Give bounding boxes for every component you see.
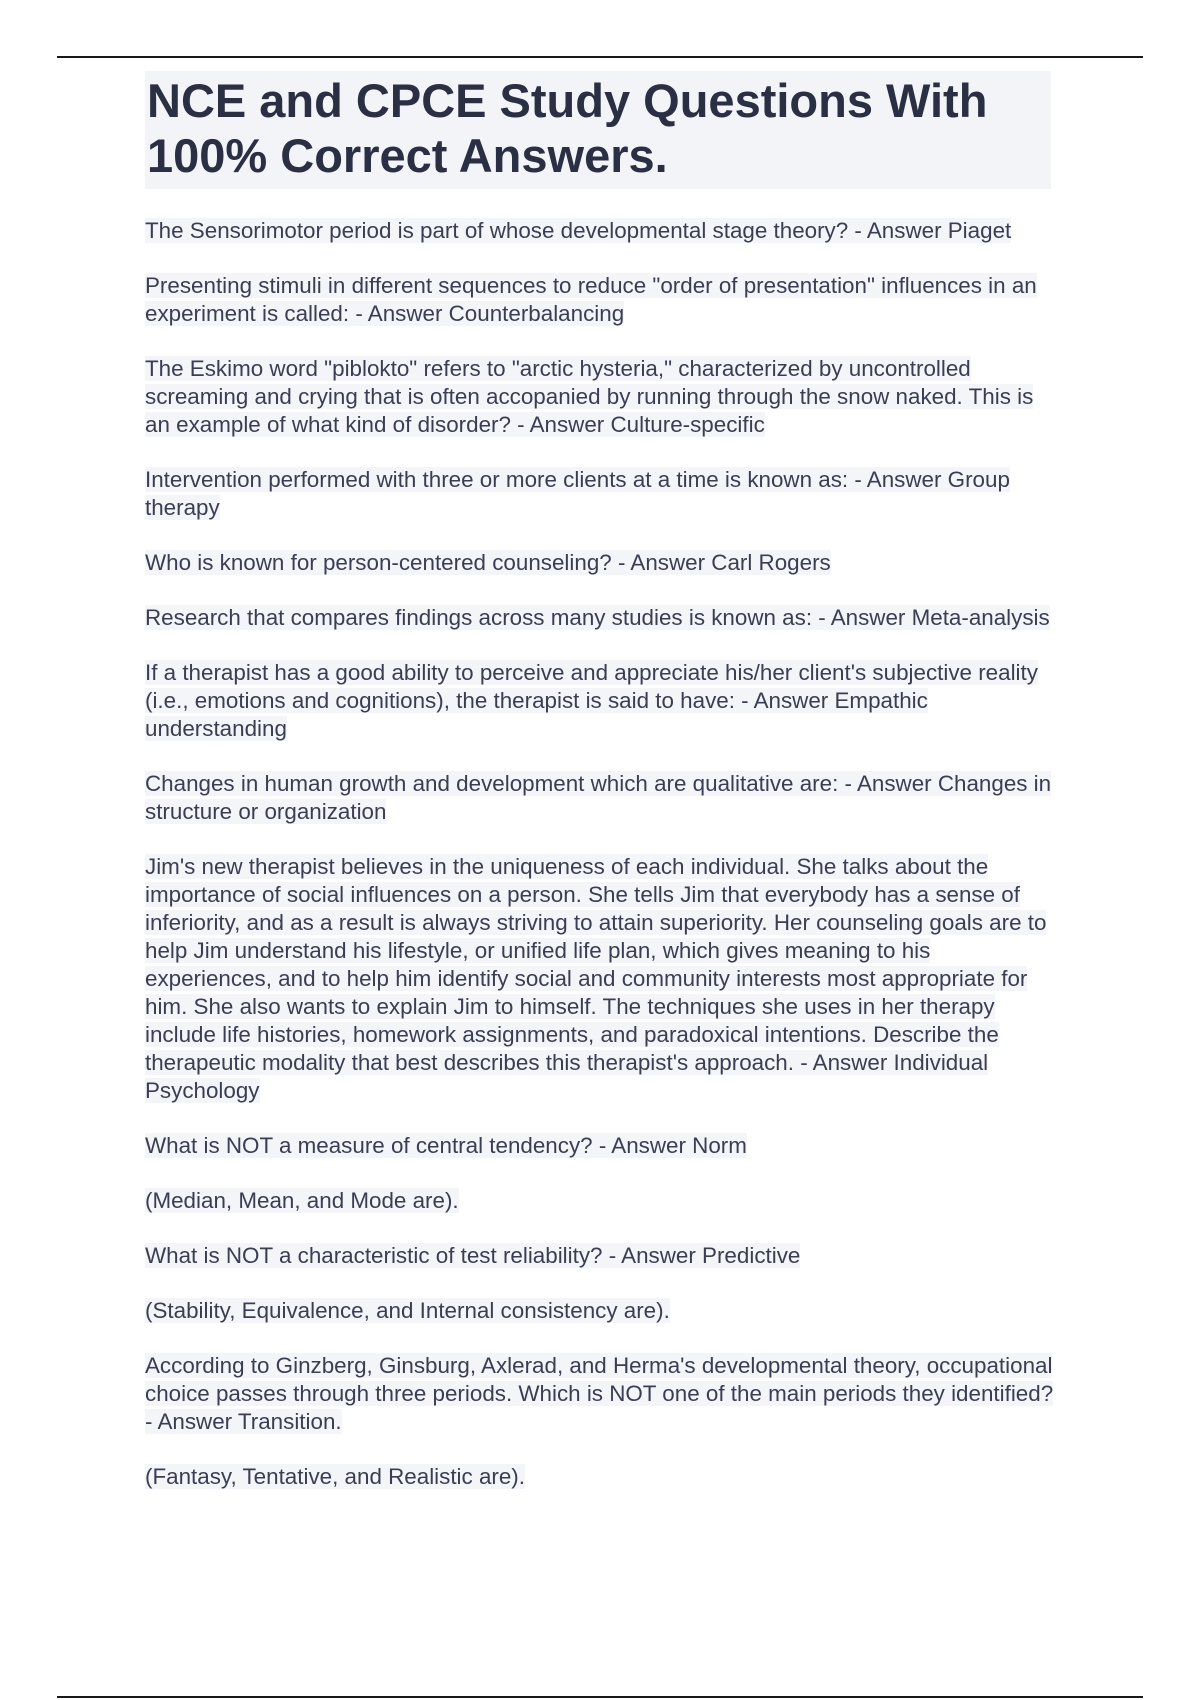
note-paragraph: [145, 1187, 1060, 1215]
question-paragraph: [145, 853, 1060, 1105]
question-paragraph: [145, 659, 1060, 743]
document-title: NCE and CPCE Study Questions With 100% Correct Answers.: [145, 71, 1051, 189]
question-paragraph: [145, 1242, 1060, 1270]
question-text: The Sensorimotor period is part of whose developmental stage theory? - Answer Piaget: [145, 218, 1012, 243]
question-paragraph: [145, 1352, 1060, 1436]
question-paragraph: [145, 549, 1060, 577]
note-text: (Median, Mean, and Mode are).: [145, 1188, 459, 1213]
question-paragraph: [145, 770, 1060, 826]
question-text: Research that compares findings across many studies is known as: - Answer Meta-analysis: [145, 605, 1050, 630]
note-text: (Stability, Equivalence, and Internal consistency are).: [145, 1298, 670, 1323]
question-paragraph: [145, 217, 1060, 245]
top-rule: [57, 56, 1143, 58]
question-text: According to Ginzberg, Ginsburg, Axlerad, and Herma's developmental theory, occupational choice passes through three periods. Which is NOT one of the main periods they identified? - Answer Transition.: [145, 1353, 1054, 1434]
note-text: (Fantasy, Tentative, and Realistic are).: [145, 1464, 525, 1489]
question-paragraph: [145, 272, 1060, 328]
question-text: Presenting stimuli in different sequences to reduce "order of presentation" influences in an experiment is called: - Answer Counterbalancing: [145, 273, 1037, 326]
note-paragraph: [145, 1297, 1060, 1325]
note-paragraph: [145, 1463, 1060, 1491]
question-paragraph: [145, 355, 1060, 439]
question-text: Who is known for person-centered counseling? - Answer Carl Rogers: [145, 550, 831, 575]
question-text: If a therapist has a good ability to perceive and appreciate his/her client's subjective reality (i.e., emotions and cognitions), the therapist is said to have: - Answer Empathic understanding: [145, 660, 1038, 741]
question-text: Intervention performed with three or more clients at a time is known as: - Answer Group therapy: [145, 467, 1010, 520]
question-text: The Eskimo word "piblokto" refers to "arctic hysteria," characterized by uncontrolled screaming and crying that is often accopanied by running through the snow naked. This is an example of what kind of disorder? - Answer Culture-specific: [145, 356, 1034, 437]
question-paragraph: [145, 604, 1060, 632]
bottom-rule: [57, 1696, 1143, 1698]
question-paragraph: [145, 466, 1060, 522]
question-text: What is NOT a characteristic of test reliability? - Answer Predictive: [145, 1243, 801, 1268]
question-paragraph: [145, 1132, 1060, 1160]
question-text: What is NOT a measure of central tendency? - Answer Norm: [145, 1133, 747, 1158]
document-body: [145, 71, 1060, 1518]
question-text: Changes in human growth and development which are qualitative are: - Answer Changes in structure or organization: [145, 771, 1052, 824]
question-text: Jim's new therapist believes in the uniqueness of each individual. She talks about the importance of social influences on a person. She tells Jim that everybody has a sense of inferiority, and as a result is always striving to attain superiority. Her counseling goals are to help Jim understand his lifestyle, or unified life plan, which gives meaning to his experiences, and to help him identify social and community interests most appropriate for him. She also wants to explain Jim to himself. The techniques she uses in her therapy include life histories, homework assignments, and paradoxical intentions. Describe the therapeutic modality that best describes this therapist's approach. - Answer Individual Psychology: [145, 854, 1047, 1103]
